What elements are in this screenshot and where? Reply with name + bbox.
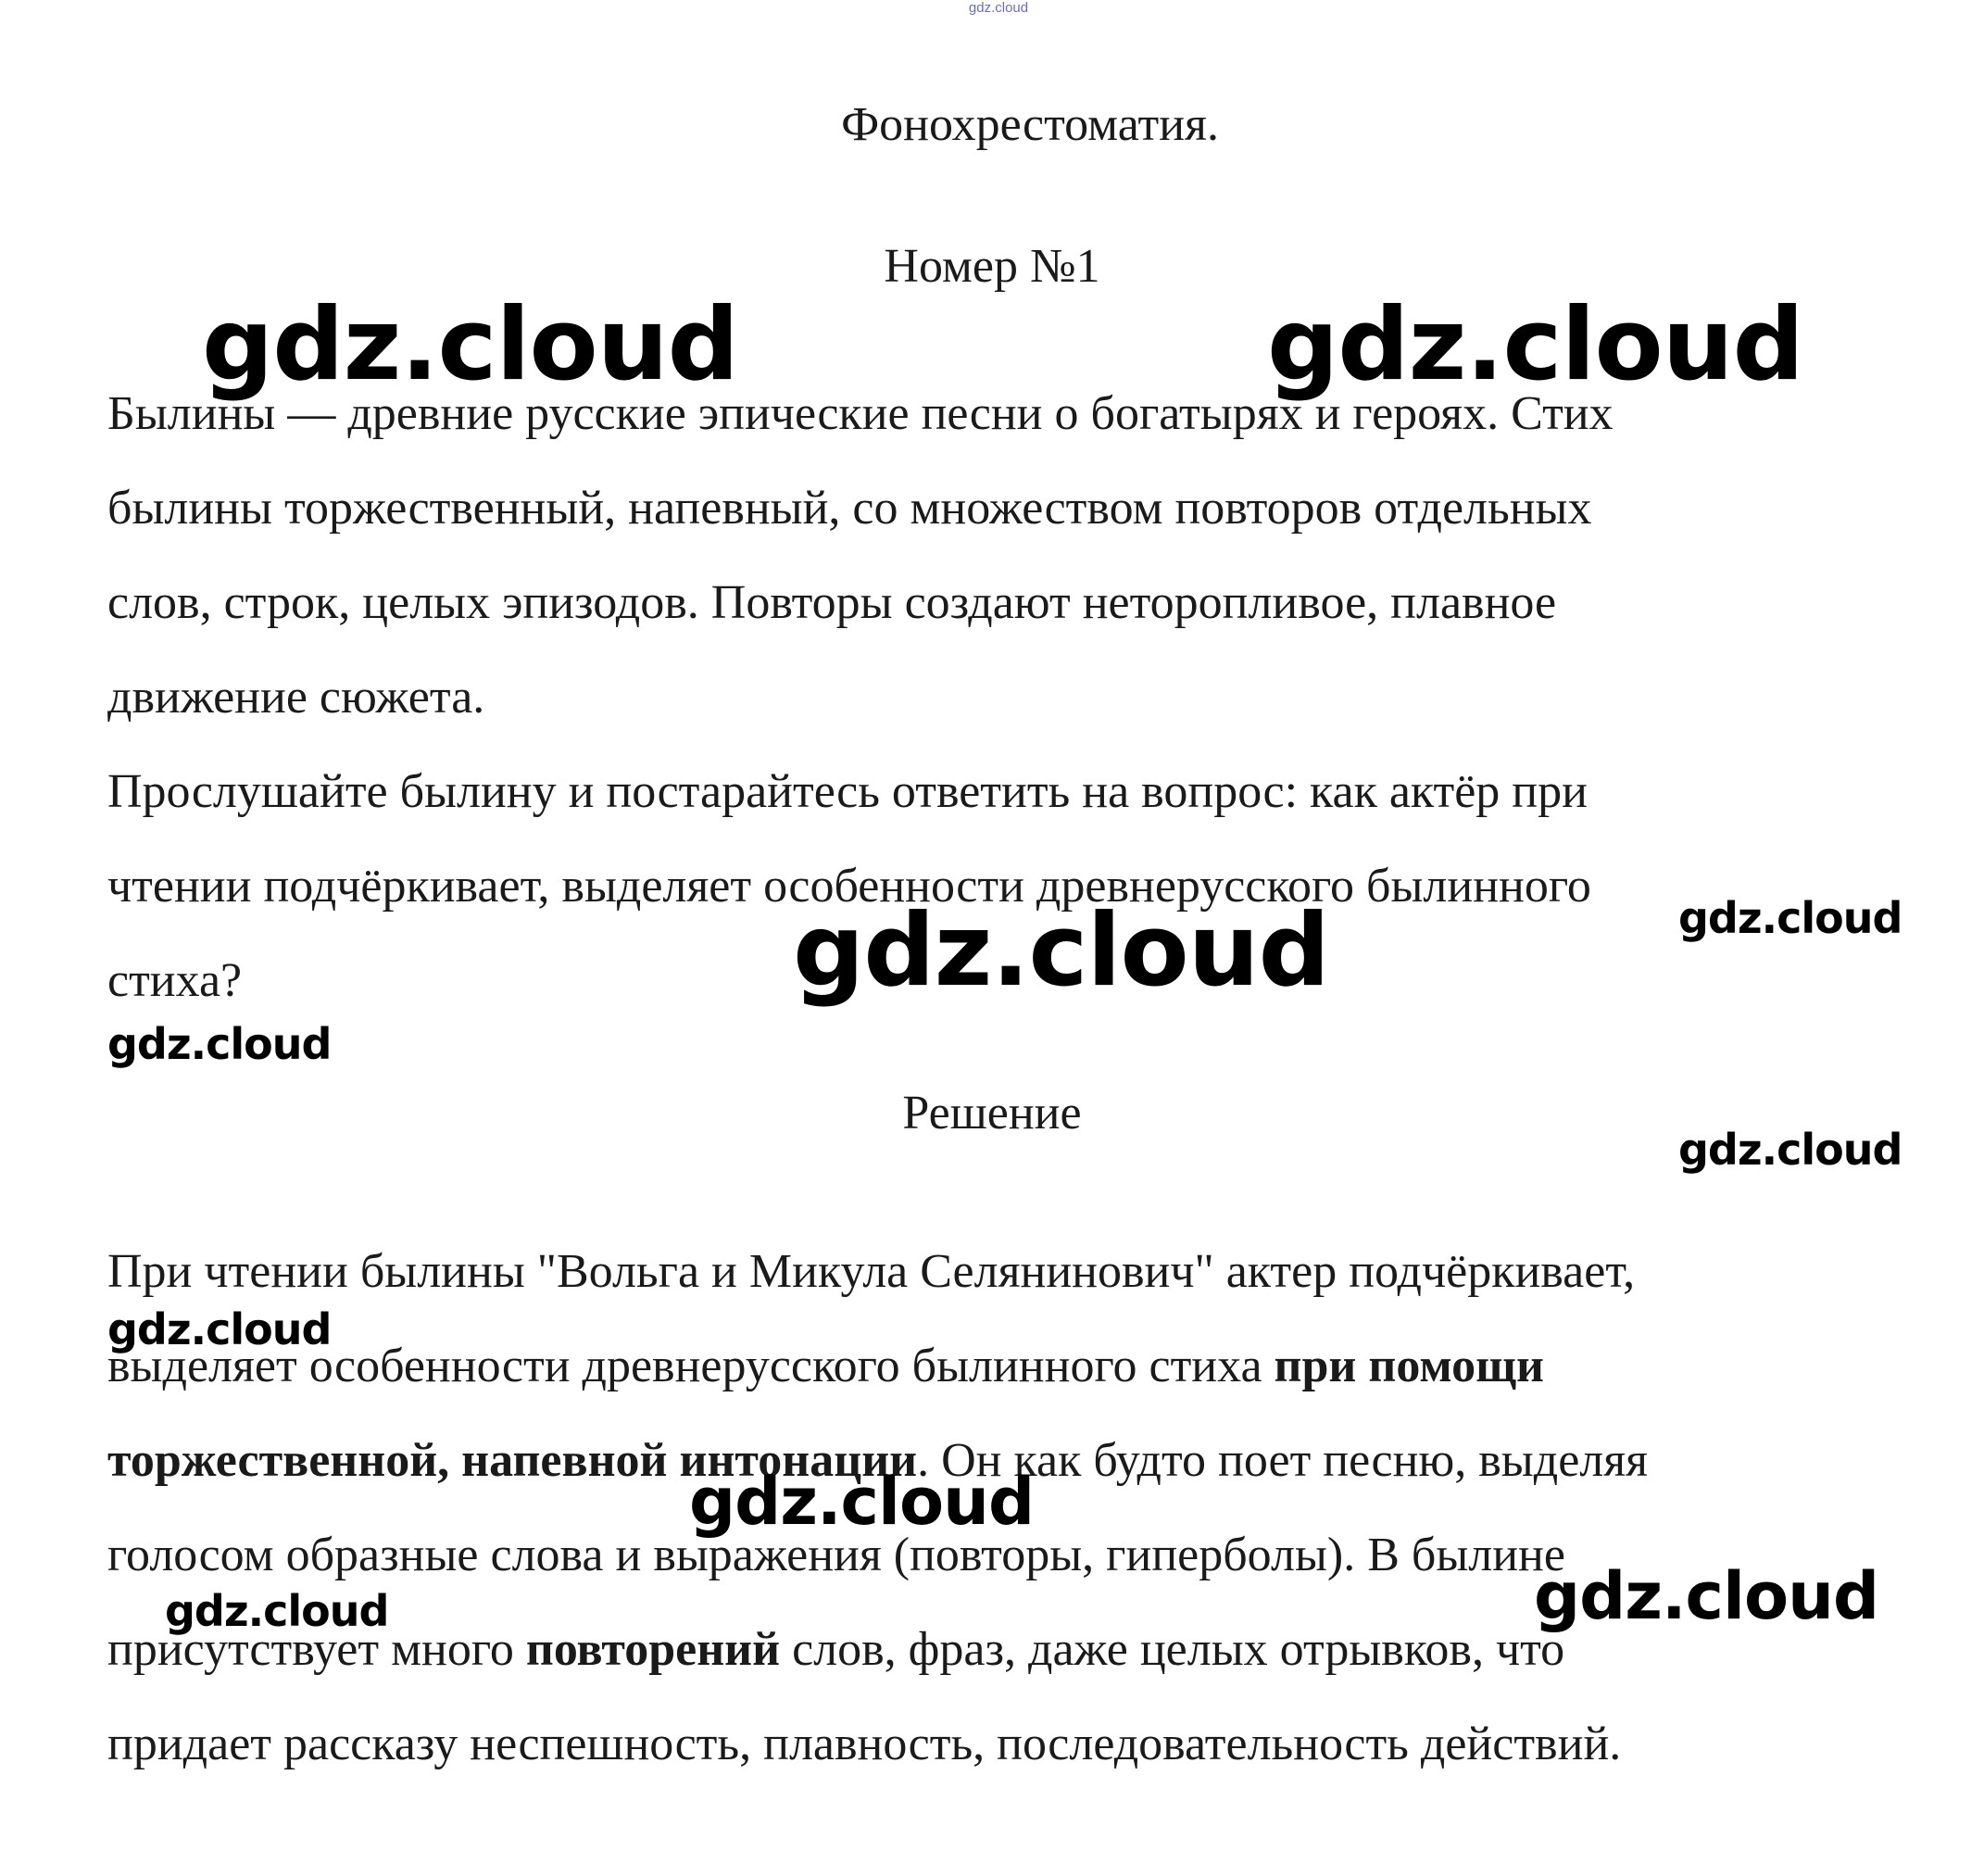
intro-line: Былины — древние русские эпические песни о богатырях и героях. Стих <box>107 387 1614 440</box>
task-line: Прослушайте былину и постарайтесь ответить на вопрос: как актёр при <box>107 765 1588 818</box>
intro-paragraph <box>107 367 1923 745</box>
watermark: gdz.cloud <box>165 1586 389 1636</box>
solution-bold-text: торжественной, напевной интонации <box>107 1434 918 1487</box>
top-watermark: gdz.cloud <box>968 0 1029 16</box>
watermark: gdz.cloud <box>1678 893 1902 943</box>
watermark: gdz.cloud <box>793 893 1329 1009</box>
intro-line: былины торжественный, напевный, со множеством повторов отдельных <box>107 482 1592 535</box>
watermark: gdz.cloud <box>202 287 738 403</box>
watermark: gdz.cloud <box>107 1304 332 1354</box>
page-title: Фонохрестоматия. <box>841 98 1219 151</box>
solution-text: . Он как будто поет песню, выделяя <box>917 1434 1649 1487</box>
task-line: чтении подчёркивает, выделяет особенности древнерусского былинного <box>107 860 1591 913</box>
solution-text: присутствует много <box>107 1623 526 1676</box>
watermark: gdz.cloud <box>1534 1558 1879 1634</box>
solution-bold-text: при помощи <box>1274 1340 1544 1392</box>
watermark: gdz.cloud <box>689 1464 1035 1540</box>
solution-text: слов, фраз, даже целых отрывков, что <box>780 1623 1565 1676</box>
task-number: Номер №1 <box>884 240 1100 293</box>
solution-text: выделяет особенности древнерусского былинного стиха <box>107 1340 1275 1392</box>
watermark: gdz.cloud <box>107 1019 332 1069</box>
solution-line: При чтении былины "Вольга и Микула Селянинович" актер подчёркивает, <box>107 1245 1636 1298</box>
watermark: gdz.cloud <box>1267 287 1803 403</box>
solution-line <box>107 1319 1923 1414</box>
solution-line: голосом образные слова и выражения (повторы, гиперболы). В былине <box>107 1529 1565 1581</box>
task-line: стиха? <box>107 954 243 1007</box>
solution-heading: Решение <box>902 1087 1082 1139</box>
watermark: gdz.cloud <box>1678 1125 1902 1175</box>
intro-line: движение сюжета. <box>107 671 485 724</box>
solution-bold-text: повторений <box>525 1623 781 1676</box>
intro-line: слов, строк, целых эпизодов. Повторы создают неторопливое, плавное <box>107 576 1557 629</box>
solution-line: придает рассказу неспешность, плавность, последовательность действий. <box>107 1718 1622 1770</box>
